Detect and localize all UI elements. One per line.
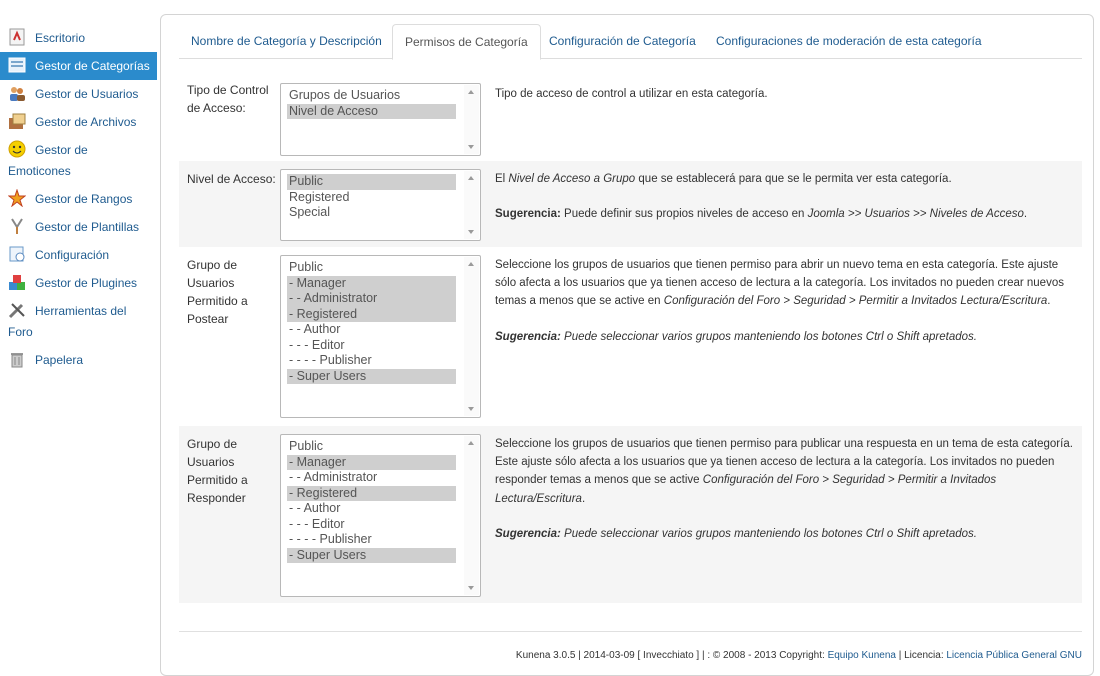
- listbox-options: [287, 174, 456, 221]
- scroll-down-icon[interactable]: [468, 230, 474, 234]
- listbox-option[interactable]: - - Author: [289, 322, 341, 336]
- tab-bar: [179, 24, 1082, 59]
- text-run: Seleccione los grupos de usuarios que tienen permiso para publicar una respuesta en un tema de esta categoría. Este ajuste sólo afecta a los usuarios que ya tienen acceso de lectura a la categoría. Los invitados no pueden responder temas a menos que se active: [495, 438, 1073, 487]
- listbox-option[interactable]: - - - Editor: [289, 337, 345, 352]
- listbox-option[interactable]: Special: [289, 205, 330, 219]
- config-icon: [8, 245, 26, 263]
- text-run: Puede definir sus propios niveles de acceso en: [560, 208, 808, 221]
- sidebar-item-label: Gestor de Usuarios: [35, 87, 139, 101]
- field-label: Grupo de Usuarios Permitido a Postear: [187, 258, 248, 326]
- description-text: [495, 170, 1075, 188]
- dashboard-icon: [8, 28, 26, 46]
- row-reply-group: [179, 426, 1082, 603]
- listbox-options: [287, 88, 456, 119]
- listbox-option[interactable]: - - - Editor: [289, 516, 345, 531]
- listbox-option[interactable]: - - Administrator: [287, 291, 456, 307]
- field-label: Tipo de Control de Acceso:: [187, 83, 269, 115]
- tip-label: Sugerencia:: [495, 208, 561, 221]
- sidebar-item-label: Gestor de Archivos: [35, 115, 137, 129]
- text-run-italic: Configuración del Foro > Seguridad > Permitir a Invitados Lectura/Escritura: [495, 474, 997, 505]
- text-run: Puede seleccionar varios grupos manteniendo los botones Ctrl o Shift apretados.: [560, 527, 977, 540]
- row-access-type: [179, 72, 1082, 161]
- listbox-option[interactable]: - Registered: [287, 307, 456, 323]
- sidebar-item-label: Gestor de Categorías: [35, 59, 150, 73]
- tab-moderacion[interactable]: Configuraciones de moderación de esta categoría: [716, 34, 982, 48]
- license-link[interactable]: Licencia Pública General GNU: [946, 650, 1082, 661]
- listbox-option[interactable]: Grupos de Usuarios: [289, 88, 401, 102]
- sidebar-item-escritorio[interactable]: [0, 24, 157, 52]
- text-run-italic: Joomla >> Usuarios >> Niveles de Acceso: [807, 208, 1024, 221]
- template-icon: [8, 217, 26, 235]
- field-description: [495, 170, 1075, 223]
- listbox-option[interactable]: - - - - Publisher: [289, 532, 372, 546]
- sidebar-item-emoticones[interactable]: [0, 136, 157, 185]
- text-run: .: [1023, 208, 1028, 221]
- tab-permisos[interactable]: Permisos de Categoría: [392, 24, 541, 60]
- text-run: Seleccione los grupos de usuarios que tienen permiso para abrir un nuevo tema en esta categoría. Este ajuste sólo afecta a los usuarios que ya tienen acceso de lectura a la categoría. Los invitados no pueden crear nuevos temas a menos que se active en: [495, 259, 1064, 308]
- listbox-option[interactable]: - Super Users: [287, 548, 456, 564]
- scroll-up-icon[interactable]: [468, 262, 474, 266]
- tip-text: [495, 328, 1075, 346]
- listbox-option[interactable]: Registered: [289, 189, 350, 204]
- sidebar-item-label: Gestor de Emoticones: [8, 143, 88, 178]
- categories-icon: [8, 56, 26, 74]
- tab-nombre-descripcion[interactable]: Nombre de Categoría y Descripción: [191, 34, 382, 48]
- footer-text: | Licencia:: [895, 650, 947, 661]
- tip-label: Sugerencia:: [495, 330, 561, 343]
- sidebar-item-label: Papelera: [35, 353, 84, 367]
- sidebar-item-categorias[interactable]: [0, 52, 157, 80]
- access-type-listbox[interactable]: [280, 83, 481, 156]
- sidebar-item-archivos[interactable]: [0, 108, 157, 136]
- sidebar-item-label: Gestor de Plantillas: [35, 220, 140, 234]
- listbox-option[interactable]: - - - - Publisher: [289, 353, 372, 367]
- text-run: Puede seleccionar varios grupos manteniendo los botones Ctrl o Shift apretados.: [560, 330, 977, 343]
- access-level-listbox[interactable]: [280, 169, 481, 241]
- text-run: .: [581, 492, 586, 505]
- listbox-option[interactable]: - - Author: [289, 501, 341, 515]
- tip-label: Sugerencia:: [495, 527, 561, 540]
- text-run-italic: Nivel de Acceso a Grupo: [508, 173, 636, 185]
- text-run-italic: Configuración del Foro > Seguridad > Permitir a Invitados Lectura/Escritura: [663, 295, 1048, 308]
- sidebar-item-papelera[interactable]: [0, 346, 157, 374]
- field-description: [495, 256, 1075, 346]
- row-access-level: [179, 161, 1082, 247]
- smiley-icon: [8, 140, 26, 158]
- listbox-scrollbar[interactable]: [464, 257, 479, 416]
- reply-group-listbox[interactable]: [280, 434, 481, 597]
- footer-divider: [179, 631, 1082, 632]
- text-run: que se establecerá para que se le permita ver esta categoría.: [635, 173, 952, 185]
- scroll-down-icon[interactable]: [468, 407, 474, 411]
- row-post-group: [179, 247, 1082, 426]
- sidebar-item-rangos[interactable]: [0, 185, 157, 213]
- sidebar-item-label: Herramientas del Foro: [8, 304, 127, 339]
- sidebar-item-plantillas[interactable]: [0, 213, 157, 241]
- tip-text: [495, 205, 1075, 223]
- star-icon: [8, 189, 26, 207]
- sidebar-item-herramientas[interactable]: [0, 297, 157, 346]
- sidebar-item-usuarios[interactable]: [0, 80, 157, 108]
- listbox-option[interactable]: - Manager: [287, 455, 456, 471]
- listbox-option[interactable]: Public: [289, 439, 324, 453]
- scroll-up-icon[interactable]: [468, 90, 474, 94]
- field-description: [495, 85, 1075, 103]
- listbox-option[interactable]: Public: [289, 260, 324, 274]
- scroll-up-icon[interactable]: [468, 176, 474, 180]
- post-group-listbox[interactable]: [280, 255, 481, 418]
- plugin-icon: [8, 273, 26, 291]
- listbox-option[interactable]: - Super Users: [287, 369, 456, 385]
- description-text: [495, 435, 1075, 508]
- description-text: [495, 256, 1075, 311]
- listbox-option[interactable]: Public: [287, 174, 456, 190]
- footer-text: Kunena 3.0.5 | 2014-03-09 [ Invecchiato ] | : © 2008 - 2013 Copyright:: [515, 650, 828, 661]
- trash-icon: [8, 350, 26, 368]
- scroll-down-icon[interactable]: [468, 586, 474, 590]
- sidebar-item-label: Escritorio: [35, 31, 86, 45]
- listbox-option[interactable]: - Manager: [287, 276, 456, 292]
- listbox-scrollbar[interactable]: [464, 85, 479, 154]
- field-label: Nivel de Acceso:: [187, 172, 276, 186]
- sidebar-item-label: Configuración: [35, 248, 110, 262]
- sidebar-item-configuracion[interactable]: [0, 241, 157, 269]
- field-description: [495, 435, 1075, 543]
- sidebar-item-label: Gestor de Plugines: [35, 276, 138, 290]
- field-label: Grupo de Usuarios Permitido a Responder: [187, 437, 248, 505]
- users-icon: [8, 84, 26, 102]
- team-link[interactable]: Equipo Kunena: [827, 650, 896, 661]
- scroll-up-icon[interactable]: [468, 441, 474, 445]
- sidebar-menu: [0, 24, 157, 374]
- sidebar-item-plugines[interactable]: [0, 269, 157, 297]
- description-text: Tipo de acceso de control a utilizar en esta categoría.: [495, 88, 768, 100]
- tab-configuracion-categoria[interactable]: Configuración de Categoría: [549, 34, 696, 48]
- text-run: El: [495, 173, 509, 185]
- scroll-down-icon[interactable]: [468, 145, 474, 149]
- sidebar-item-label: Gestor de Rangos: [35, 192, 133, 206]
- listbox-option[interactable]: - Registered: [287, 486, 456, 502]
- listbox-scrollbar[interactable]: [464, 171, 479, 239]
- text-run: .: [1047, 295, 1051, 308]
- listbox-option[interactable]: - - Administrator: [289, 470, 378, 484]
- listbox-options: [287, 439, 456, 563]
- tip-text: [495, 525, 1075, 543]
- listbox-option[interactable]: Nivel de Acceso: [287, 104, 456, 120]
- footer: [516, 650, 1082, 661]
- listbox-options: [287, 260, 456, 384]
- files-icon: [8, 112, 26, 130]
- listbox-scrollbar[interactable]: [464, 436, 479, 595]
- tools-icon: [8, 301, 26, 319]
